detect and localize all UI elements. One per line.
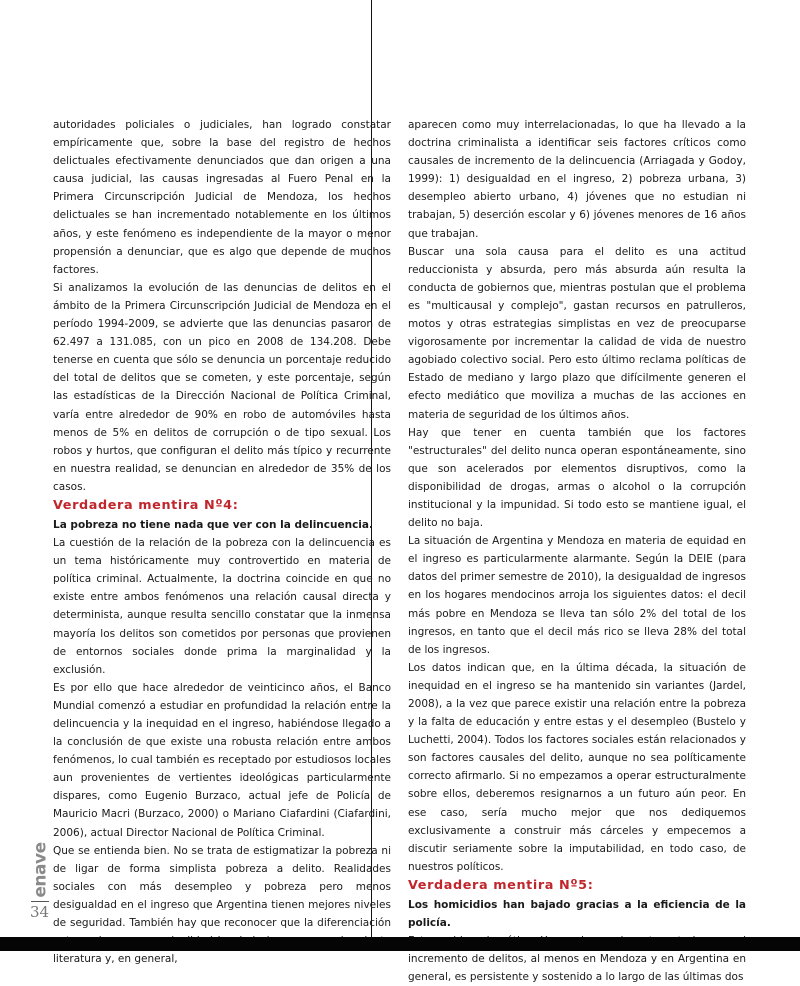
section-subheading: Los homicidios han bajado gracias a la eficiencia de la policía. [408, 898, 746, 930]
paragraph: Si analizamos la evolución de las denuncias de delitos en el ámbito de la Primera Circunscripción Judicial de Mendoza en el período 1994-2009, se advierte que las denuncias pasaron de 62.497 a 131.085, con un pico en 2008 de 134.208. Debe tenerse en cuenta que sólo se denuncia un porcentaje reducido del total de delitos que se cometen, y este porcentaje, según las estadísticas de la Dirección Nacional de Política Criminal, varía entre alrededor de 90% en robo de automóviles hasta menos de 5% en delitos de corrupción o de tipo sexual. Los robos y hurtos, que configuran el delito más típico y recurrente en nuestra realidad, se denuncian en alrededor de 35% de los casos. [53, 281, 391, 493]
folio-rule [31, 901, 49, 902]
paragraph: Hay que tener en cuenta también que los factores "estructurales" del delito nunca operan espontáneamente, sino que son acelerados por elementos disruptivos, como la disponibilidad de drogas, armas o alcohol o la corrupción institucional y la impunidad. Si todo esto se mantiene igual, el delito no baja. [408, 426, 746, 530]
paragraph: La situación de Argentina y Mendoza en materia de equidad en el ingreso es particularmente alarmante. Según la DEIE (para datos del primer semestre de 2010), la desigualdad de ingresos en los hogares mendocinos arroja los siguientes datos: el decil más pobre en Mendoza se lleva tan sólo 2% del total de los ingresos, en tanto que el decil más rico se lleva 28% del total de los ingresos. [408, 535, 746, 656]
bottom-bar [0, 937, 800, 951]
paragraph: Buscar una sola causa para el delito es una actitud reduccionista y absurda, pero más absurda aún resulta la conducta de gobiernos que, mientras postulan que el problema es "multicausal y complejo", gastan recursos en patrulleros, motos y otras estrategias simplistas en vez de preocuparse vigorosamente por incrementar la calidad de vida de nuestro agobiado colectivo social. Pero esto último reclama políticas de Estado de mediano y largo plazo que difícilmente generen el efecto mediático que moviliza a muchas de las acciones en materia de seguridad de los últimos años. [408, 245, 746, 421]
section-heading: Verdadera mentira Nº4: [53, 497, 239, 513]
page-number: 34 [30, 903, 50, 921]
section-subheading: La pobreza no tiene nada que ver con la delincuencia. [53, 518, 373, 531]
paragraph: La cuestión de la relación de la pobreza con la delincuencia es un tema históricamente muy controvertido en materia de política criminal. Actualmente, la doctrina coincide en que no existe entre ambos fenómenos una relación causal directa y determinista, aunque resulta sencillo constatar que la inmensa mayoría los delitos son cometidos por personas que provienen de entornos sociales donde prima la marginalidad y la exclusión. [53, 537, 391, 676]
paragraph: Los datos indican que, en la última década, la situación de inequidad en el ingreso se ha mantenido sin variantes (Jardel, 2008), a la vez que parece existir una relación entre la pobreza y la falta de educación y entre estas y el desempleo (Bustelo y Luchetti, 2004). Todos los factores sociales están relacionados y son factores causales del delito, aunque no sea políticamente correcto afirmarlo. Si no empezamos a operar estructuralmente sobre ellos, deberemos resignarnos a un futuro aún peor. En ese caso, sería mucho mejor que nos dediquemos exclusivamente a construir más cárceles y empecemos a discutir seriamente sobre la imputabilidad, en todo caso, de nuestros políticos. [408, 661, 746, 873]
paragraph: incremento de delitos, al menos en Mendoza y en Argentina en general, es persistente y sostenido a lo largo de las últimas dos [408, 953, 746, 984]
page-folio [28, 840, 52, 924]
publication-logo [32, 840, 50, 900]
left-column [53, 116, 391, 968]
section-heading: Verdadera mentira Nº5: [408, 877, 594, 893]
right-column [408, 116, 746, 986]
paragraph: Es por ello que hace alrededor de veinticinco años, el Banco Mundial comenzó a estudiar en profundidad la relación entre la delincuencia y la inequidad en el ingreso, habiéndose llegado a la conclusión de que existe una robusta relación entre ambos fenómenos, lo cual también es receptado por estudiosos locales aun provenientes de vertientes ideológicas particularmente dispares, como Eugenio Burzaco, actual jefe de Policía de Mauricio Macri (Burzaco, 2000) o Mariano Ciafardini (Ciafardini, 2006), actual Director Nacional de Política Criminal. [53, 681, 391, 839]
paragraph: Que se entienda bien. No se trata de estigmatizar la pobreza ni de ligar de forma simplista pobreza a delito. Realidades sociales con más desempleo y pobreza pero menos desigualdad en el ingreso que Argentina tienen mejores niveles de seguridad. También hay que reconocer que la diferenciación literatura y, en general, [53, 844, 391, 966]
paragraph: autoridades policiales o judiciales, han logrado constatar empíricamente que, sobre la base del registro de hechos delictuales efectivamente denunciados que dan origen a una causa judicial, las causas ingresadas al Fuero Penal en la Primera Circunscripción Judicial de Mendoza, los hechos delictuales se han incrementado notablemente en los últimos años, y este fenómeno es independiente de la mayor o menor propensión a denunciar, que es algo que depende de muchos factores. [53, 119, 391, 276]
paragraph: aparecen como muy interrelacionadas, lo que ha llevado a la doctrina criminalista a identificar seis factores críticos como causales de incremento de la delincuencia (Arriagada y Godoy, 1999): 1) desigualdad en el ingreso, 2) pobreza urbana, 3) desempleo abierto urbano, 4) jóvenes que no estudian ni trabajan, 5) deserción escolar y 6) jóvenes menores de 16 años que trabajan. [408, 119, 746, 240]
logo-text: enave [31, 842, 51, 898]
